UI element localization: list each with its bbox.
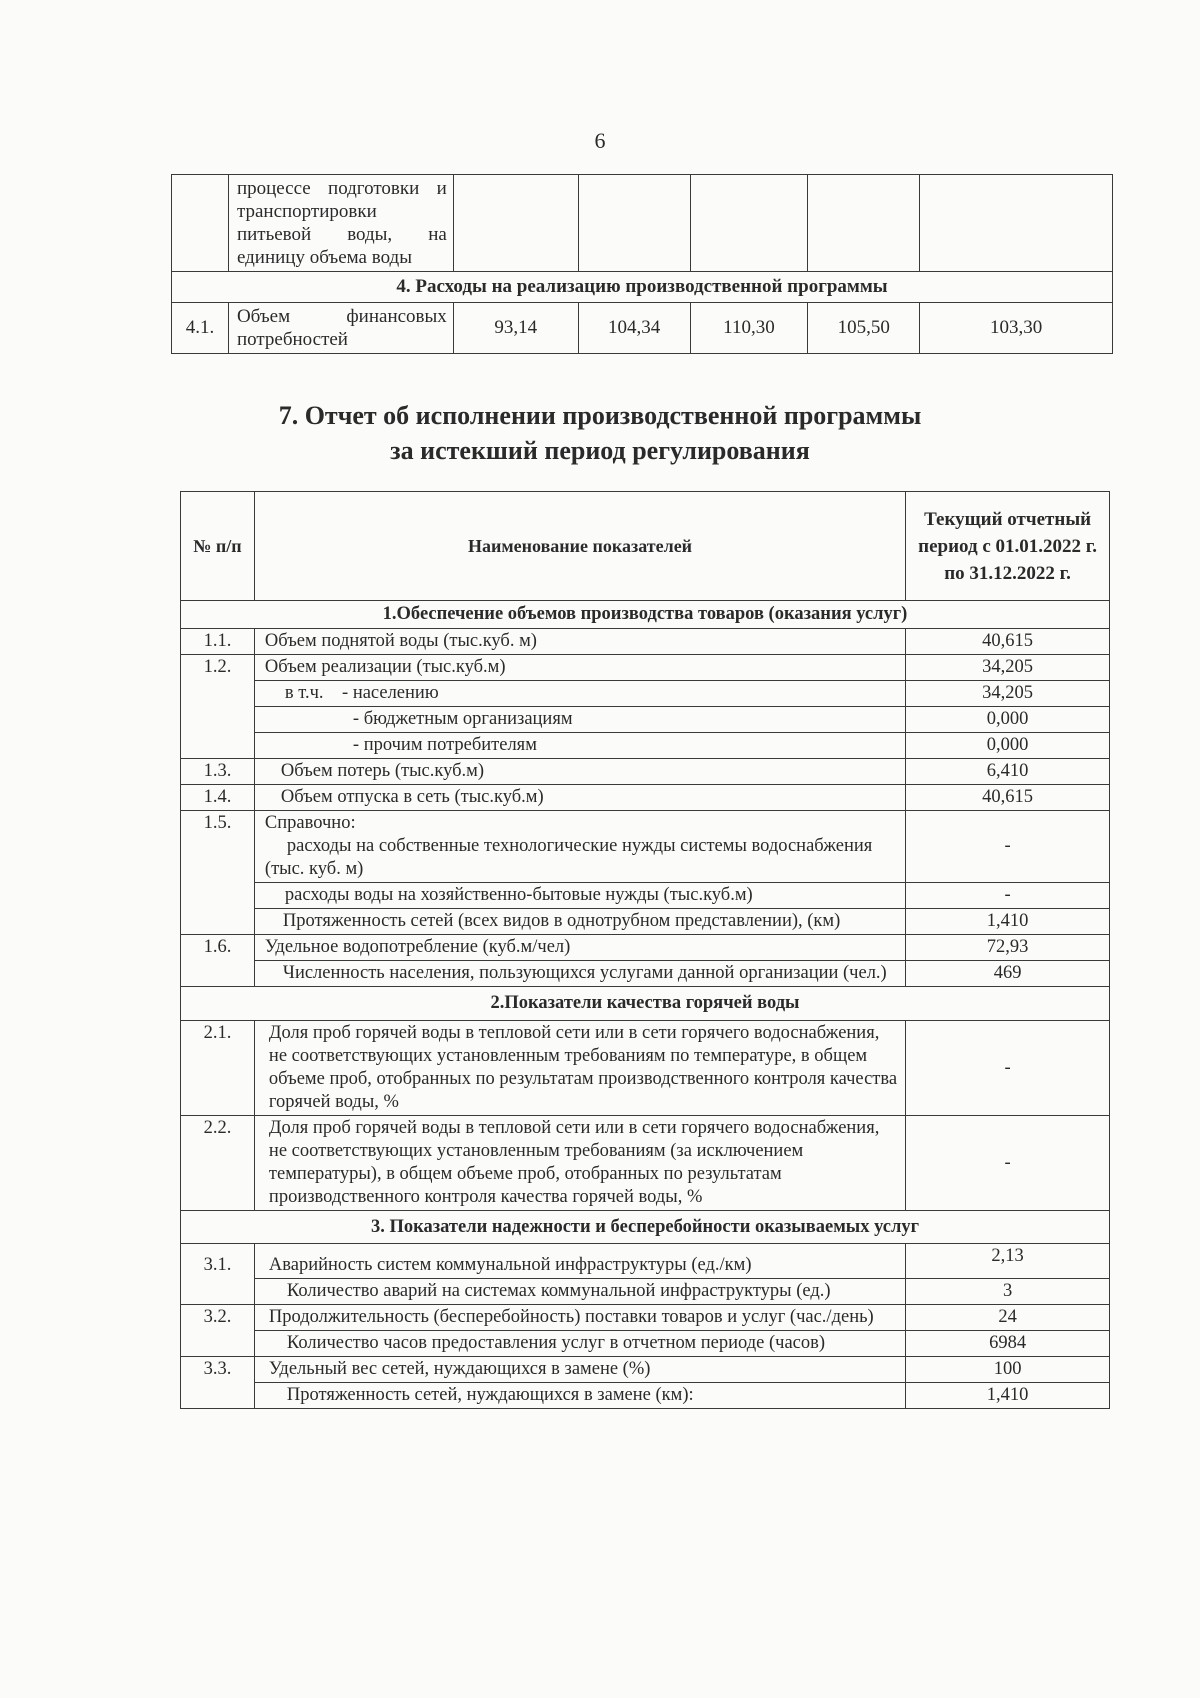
indicator-name: Удельное водопотребление (куб.м/чел)	[254, 935, 905, 961]
table-row	[181, 1244, 1110, 1279]
value-cell: 6,410	[906, 759, 1110, 785]
table-row	[181, 1331, 1110, 1357]
value-cell: -	[906, 1116, 1110, 1211]
header-num: № п/п	[181, 492, 255, 601]
value-cell: 34,205	[906, 681, 1110, 707]
value-cell: 40,615	[906, 629, 1110, 655]
section-row	[181, 601, 1110, 629]
table-row	[181, 759, 1110, 785]
value-cell: 93,14	[453, 303, 578, 354]
indicator-name: Протяженность сетей (всех видов в однотрубном представлении), (км)	[254, 909, 905, 935]
row-number-cell	[172, 175, 229, 272]
row-number: 1.2.	[181, 655, 255, 759]
header-row	[181, 492, 1110, 601]
table-row	[181, 681, 1110, 707]
indicator-name: в т.ч. - населению	[254, 681, 905, 707]
section-3-title: 3. Показатели надежности и бесперебойности оказываемых услуг	[181, 1211, 1110, 1244]
value-cell: 34,205	[906, 655, 1110, 681]
indicator-name: - прочим потребителям	[254, 733, 905, 759]
indicator-name: - бюджетным организациям	[254, 707, 905, 733]
value-cell: 2,13	[906, 1244, 1110, 1279]
table-row	[181, 935, 1110, 961]
section-row	[181, 1211, 1110, 1244]
value-cell: 104,34	[578, 303, 690, 354]
table-row	[181, 961, 1110, 987]
table-row	[181, 629, 1110, 655]
indicator-name: Объем потерь (тыс.куб.м)	[254, 759, 905, 785]
row-number: 2.1.	[181, 1021, 255, 1116]
header-period: Текущий отчетный период с 01.01.2022 г. по 31.12.2022 г.	[906, 492, 1110, 601]
value-cell: 40,615	[906, 785, 1110, 811]
page-number: 6	[594, 128, 606, 153]
header-name: Наименование показателей	[254, 492, 905, 601]
value-cell: 1,410	[906, 909, 1110, 935]
section-row	[172, 272, 1113, 303]
value-cell: 6984	[906, 1331, 1110, 1357]
value-cell: 469	[906, 961, 1110, 987]
row-number: 3.3.	[181, 1357, 255, 1409]
value-cell: 72,93	[906, 935, 1110, 961]
indicator-name: Протяженность сетей, нуждающихся в замене (км):	[254, 1383, 905, 1409]
table-row	[181, 1116, 1110, 1211]
table-row	[181, 707, 1110, 733]
row-number: 3.1.	[181, 1244, 255, 1305]
section-1-title: 1.Обеспечение объемов производства товаров (оказания услуг)	[181, 601, 1110, 629]
section-2-title: 2.Показатели качества горячей воды	[181, 987, 1110, 1021]
indicator-name: Справочно: расходы на собственные технологические нужды системы водоснабжения (тыс. куб. м)	[254, 811, 905, 883]
table-row	[181, 883, 1110, 909]
indicator-name: Доля проб горячей воды в тепловой сети или в сети горячего водоснабжения, не соответствующих установленным требованиям по температуре, в общем объеме проб, отобранных по результатам производственного контроля качества горячей воды, %	[254, 1021, 905, 1116]
value-cell: 3	[906, 1279, 1110, 1305]
indicator-name: процессе подготовки и транспортировки питьевой воды, на единицу объема воды	[228, 175, 453, 272]
row-number: 4.1.	[172, 303, 229, 354]
indicator-name: Объем отпуска в сеть (тыс.куб.м)	[254, 785, 905, 811]
value-cell: 110,30	[690, 303, 808, 354]
indicator-name: Объем финансовых потребностей	[228, 303, 453, 354]
section-4-title: 4. Расходы на реализацию производственной программы	[172, 272, 1113, 303]
value-cell: 100	[906, 1357, 1110, 1383]
row-number: 2.2.	[181, 1116, 255, 1211]
table-row	[172, 303, 1113, 354]
value-cell: 105,50	[808, 303, 920, 354]
row-number: 3.2.	[181, 1305, 255, 1357]
indicator-name: Количество часов предоставления услуг в отчетном периоде (часов)	[254, 1331, 905, 1357]
indicator-name: Объем поднятой воды (тыс.куб. м)	[254, 629, 905, 655]
financial-needs-table	[171, 174, 1113, 354]
value-cell: 0,000	[906, 733, 1110, 759]
value-cell: -	[906, 883, 1110, 909]
report-title: 7. Отчет об исполнении производственной программы за истекший период регулирования	[278, 401, 922, 465]
indicator-name: Количество аварий на системах коммунальной инфраструктуры (ед.)	[254, 1279, 905, 1305]
row-number: 1.1.	[181, 629, 255, 655]
row-number: 1.4.	[181, 785, 255, 811]
table-row	[181, 909, 1110, 935]
table-row	[181, 1279, 1110, 1305]
value-cell: 1,410	[906, 1383, 1110, 1409]
section-row	[181, 987, 1110, 1021]
row-number: 1.6.	[181, 935, 255, 987]
value-cell: 24	[906, 1305, 1110, 1331]
table-row	[181, 655, 1110, 681]
table-row	[181, 785, 1110, 811]
table-row	[181, 1357, 1110, 1383]
value-cell: -	[906, 811, 1110, 883]
indicator-name: расходы воды на хозяйственно-бытовые нужды (тыс.куб.м)	[254, 883, 905, 909]
report-table	[180, 491, 1110, 1409]
indicator-name: Аварийность систем коммунальной инфраструктуры (ед./км)	[254, 1244, 905, 1279]
value-cell: 103,30	[920, 303, 1113, 354]
table-row	[181, 811, 1110, 883]
table-row	[172, 175, 1113, 272]
indicator-name: Удельный вес сетей, нуждающихся в замене (%)	[254, 1357, 905, 1383]
indicator-name: Продолжительность (бесперебойность) поставки товаров и услуг (час./день)	[254, 1305, 905, 1331]
table-row	[181, 1305, 1110, 1331]
indicator-name: Объем реализации (тыс.куб.м)	[254, 655, 905, 681]
indicator-name: Численность населения, пользующихся услугами данной организации (чел.)	[254, 961, 905, 987]
table-row	[181, 1383, 1110, 1409]
table-row	[181, 1021, 1110, 1116]
indicator-name: Доля проб горячей воды в тепловой сети или в сети горячего водоснабжения, не соответствующих установленным требованиям (за исключением температуры), в общем объеме проб, отобранных по результатам производственного контроля качества горячей воды, %	[254, 1116, 905, 1211]
value-cell: -	[906, 1021, 1110, 1116]
value-cell: 0,000	[906, 707, 1110, 733]
row-number: 1.5.	[181, 811, 255, 935]
row-number: 1.3.	[181, 759, 255, 785]
table-row	[181, 733, 1110, 759]
